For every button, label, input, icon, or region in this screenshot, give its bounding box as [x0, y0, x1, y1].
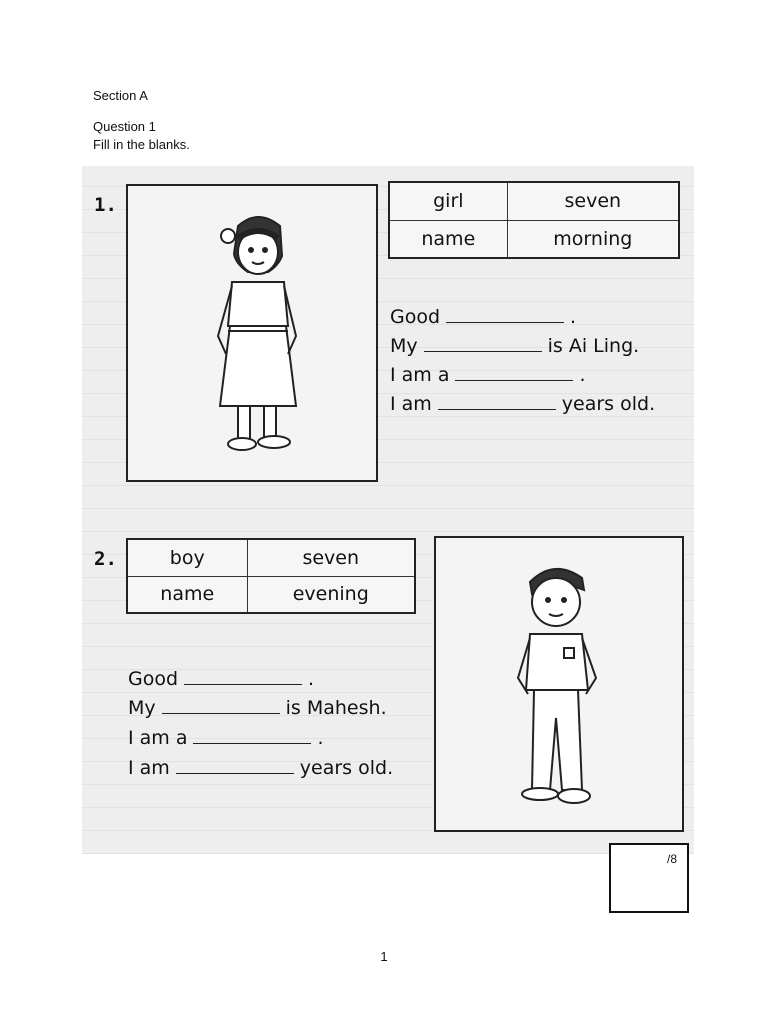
word-bank-2-cell: evening — [247, 576, 415, 613]
instruction-text: Fill in the blanks. — [93, 137, 190, 152]
boy-picture-frame — [434, 536, 684, 832]
item-1-sentence-3 — [390, 364, 586, 386]
sentence-text: Good — [390, 306, 441, 328]
word-bank-1-cell: seven — [507, 182, 679, 220]
word-bank-1-cell: girl — [389, 182, 507, 220]
page-number: 1 — [380, 949, 388, 964]
sentence-text: . — [317, 727, 324, 749]
worksheet-scan — [82, 166, 694, 854]
section-title: Section A — [93, 88, 148, 103]
answer-blank[interactable] — [455, 364, 573, 381]
answer-blank[interactable] — [176, 757, 294, 774]
sentence-text: Good — [128, 668, 179, 690]
sentence-text: My — [128, 697, 156, 719]
sentence-text: I am — [128, 757, 170, 779]
boy-illustration — [436, 538, 682, 830]
item-2-number: 2. — [94, 548, 117, 570]
word-bank-2-cell: boy — [127, 539, 247, 576]
sentence-text: . — [308, 668, 315, 690]
item-2-sentence-2 — [128, 697, 387, 719]
word-bank-1-cell: morning — [507, 220, 679, 258]
sentence-text: My — [390, 335, 418, 357]
word-bank-1 — [388, 181, 680, 259]
score-box[interactable] — [609, 843, 689, 913]
sentence-text: . — [570, 306, 577, 328]
girl-picture-frame — [126, 184, 378, 482]
answer-blank[interactable] — [424, 335, 542, 352]
question-title: Question 1 — [93, 119, 156, 134]
answer-blank[interactable] — [162, 697, 280, 714]
word-bank-2-cell: seven — [247, 539, 415, 576]
answer-blank[interactable] — [446, 306, 564, 323]
item-2-sentence-1 — [128, 668, 314, 690]
answer-blank[interactable] — [184, 668, 302, 685]
item-2-sentence-4 — [128, 757, 393, 779]
word-bank-2 — [126, 538, 416, 614]
item-1-sentence-1 — [390, 306, 576, 328]
girl-illustration — [128, 186, 376, 480]
score-total: /8 — [666, 852, 677, 866]
sentence-text: . — [579, 364, 586, 386]
sentence-text: I am a — [390, 364, 450, 386]
sentence-text: is Ai Ling. — [547, 335, 640, 357]
item-1-number: 1. — [94, 194, 117, 216]
item-1-sentence-4 — [390, 393, 655, 415]
answer-blank[interactable] — [193, 727, 311, 744]
sentence-text: years old. — [299, 757, 394, 779]
word-bank-1-cell: name — [389, 220, 507, 258]
item-2-sentence-3 — [128, 727, 324, 749]
item-1-sentence-2 — [390, 335, 639, 357]
sentence-text: I am — [390, 393, 432, 415]
sentence-text: years old. — [561, 393, 656, 415]
sentence-text: is Mahesh. — [285, 697, 387, 719]
answer-blank[interactable] — [438, 393, 556, 410]
sentence-text: I am a — [128, 727, 188, 749]
word-bank-2-cell: name — [127, 576, 247, 613]
